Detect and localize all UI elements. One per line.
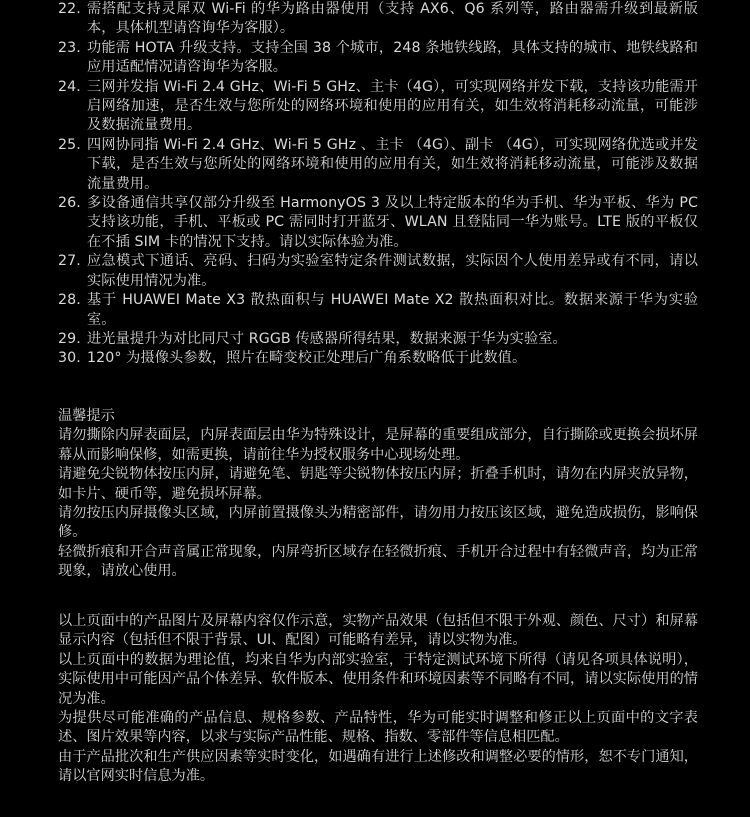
footnote-number: 30. xyxy=(58,350,81,367)
footnote-number: 23. xyxy=(58,39,81,56)
tips-paragraph: 请避免尖锐物体按压内屏，请避免笔、钥匙等尖锐物体按压内屏；折叠手机时，请勿在内屏夹放异物，如卡片、硬币等，避免损坏屏幕。 xyxy=(58,466,698,502)
footnote-text: 需搭配支持灵犀双 Wi-Fi 的华为路由器使用（支持 AX6、Q6 系列等，路由器需升级到最新版本，具体机型请咨询华为客服）。 xyxy=(87,1,698,37)
footnote-text: 应急模式下通话、亮码、扫码为实验室特定条件测试数据，实际因个人使用差异或有不同，请以实际使用情况为准。 xyxy=(87,253,698,289)
footnote-number: 25. xyxy=(58,136,81,153)
disclaimer-paragraph: 为提供尽可能准确的产品信息、规格参数、产品特性，华为可能实时调整和修正以上页面中的文字表述、图片效果等内容，以求与实际产品性能、规格、指数、零部件等信息相匹配。 xyxy=(58,710,698,746)
tips-paragraph: 请勿撕除内屏表面层，内屏表面层由华为特殊设计，是屏幕的重要组成部分，自行撕除或更换会损坏屏幕从而影响保修，如需更换，请前往华为授权服务中心现场处理。 xyxy=(58,427,698,463)
footnote-item xyxy=(58,136,698,194)
footnote-text: 120° 为摄像头参数，照片在畸变校正处理后广角系数略低于此数值。 xyxy=(87,350,527,367)
footnote-number: 22. xyxy=(58,1,81,17)
footnote-item xyxy=(58,0,698,39)
disclaimer-paragraph: 以上页面中的产品图片及屏幕内容仅作示意，实物产品效果（包括但不限于外观、颜色、尺寸）和屏幕显示内容（包括但不限于背景、UI、配图）可能略有差异，请以实物为准。 xyxy=(58,613,698,649)
footnote-number: 24. xyxy=(58,78,81,95)
footnote-item xyxy=(58,39,698,78)
footnote-item xyxy=(58,291,698,330)
footnote-item xyxy=(58,78,698,136)
footnote-number: 28. xyxy=(58,292,81,309)
footnote-number: 27. xyxy=(58,253,81,270)
footnote-text: 多设备通信共享仅部分升级至 HarmonyOS 3 及以上特定版本的华为手机、华为平板、华为 PC 支持该功能，手机、平板或 PC 需同时打开蓝牙、WLAN 且登陆同一华为账号。LTE 版的平板仅在不插 SIM 卡的情况下支持。请以实际体验为准。 xyxy=(87,195,698,250)
footnote-text: 功能需 HOTA 升级支持。支持全国 38 个城市，248 条地铁线路，具体支持的城市、地铁线路和应用适配情况请咨询华为客服。 xyxy=(87,39,698,76)
footnote-text: 基于 HUAWEI Mate X3 散热面积与 HUAWEI Mate X2 散热面积对比。数据来源于华为实验室。 xyxy=(87,292,698,328)
footnote-number: 29. xyxy=(58,330,81,347)
tips-section xyxy=(58,407,698,582)
tips-heading: 温馨提示 xyxy=(58,408,115,424)
disclaimer-section xyxy=(58,612,698,787)
footnote-text: 三网并发指 Wi-Fi 2.4 GHz、Wi-Fi 5 GHz、主卡（4G），可实现网络并发下载，支持该功能需开启网络加速，是否生效与您所处的网络环境和使用的应用有关，如生效将消耗移动流量，可能涉及数据流量费用。 xyxy=(87,78,698,134)
footnote-text: 四网协同指 Wi-Fi 2.4 GHz、Wi-Fi 5 GHz 、主卡 （4G）、副卡 （4G），可实现网络优选或并发下载，是否生效与您所处的网络环境和使用的应用有关，如生效将消耗移动流量，可能涉及数据流量费用。 xyxy=(87,136,698,192)
disclaimer-paragraph: 以上页面中的数据为理论值，均来自华为内部实验室，于特定测试环境下所得（请见各项具体说明），实际使用中可能因产品个体差异、软件版本、使用条件和环境因素等不同略有不同，请以实际使用的情况为准。 xyxy=(58,651,698,707)
footnote-item xyxy=(58,252,698,291)
disclaimer-paragraph: 由于产品批次和生产供应因素等实时变化，如遇确有进行上述修改和调整必要的情形，恕不专门通知，请以官网实时信息为准。 xyxy=(58,748,698,785)
tips-paragraph: 轻微折痕和开合声音属正常现象，内屏弯折区域存在轻微折痕、手机开合过程中有轻微声音，均为正常现象，请放心使用。 xyxy=(58,543,698,580)
footnote-list xyxy=(58,0,698,369)
footnote-item xyxy=(58,330,698,349)
footnote-item xyxy=(58,349,698,368)
tips-paragraph: 请勿按压内屏摄像头区域，内屏前置摄像头为精密部件，请勿用力按压该区域，避免造成损伤，影响保修。 xyxy=(58,505,698,541)
footnote-item xyxy=(58,194,698,252)
footnote-text: 进光量提升为对比同尺寸 RGGB 传感器所得结果，数据来源于华为实验室。 xyxy=(87,330,567,347)
footnote-number: 26. xyxy=(58,195,81,212)
